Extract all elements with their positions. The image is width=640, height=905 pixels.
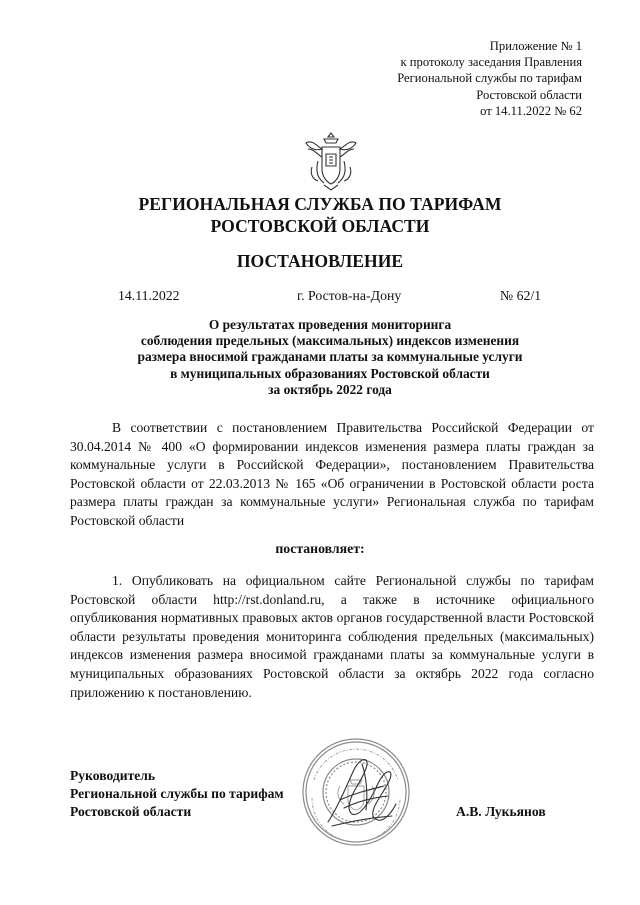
subject-line: в муниципальных образованиях Ростовской области <box>170 365 490 381</box>
subject-line: за октябрь 2022 года <box>268 381 392 397</box>
appendix-line: от 14.11.2022 № 62 <box>480 103 582 118</box>
signer-title-line: Региональной службы по тарифам <box>70 786 284 801</box>
document-subject <box>70 317 590 398</box>
handwritten-signature-icon <box>322 752 402 834</box>
org-title-line: РЕГИОНАЛЬНАЯ СЛУЖБА ПО ТАРИФАМ <box>138 194 502 214</box>
document-date: 14.11.2022 <box>118 288 180 303</box>
subject-line: соблюдения предельных (максимальных) индексов изменения <box>140 333 520 349</box>
decree-word: постановляет: <box>275 541 365 556</box>
signer-name: А.В. Лукьянов <box>456 804 546 819</box>
document-type: ПОСТАНОВЛЕНИЕ <box>236 251 404 271</box>
appendix-line: Приложение № 1 <box>489 39 582 53</box>
document-city: г. Ростов-на-Дону <box>297 288 402 303</box>
document-number: № 62/1 <box>500 288 542 303</box>
preamble-paragraph: В соответствии с постановлением Правительства Российской Федерации от 30.04.2014 № 400 «О формировании индексов изменения размера платы граждан за коммунальные услуги в Российской Федерации», постановлением Правительства Ростовской области от 22.03.2013 № 165 «Об ограничении в Ростовской области роста размера платы граждан за коммунальные услуги» Региональная служба по тарифам Ростовской области <box>70 420 594 528</box>
coat-of-arms-icon <box>300 127 362 193</box>
org-title-line: РОСТОВСКОЙ ОБЛАСТИ <box>210 216 430 236</box>
signer-title-line: Ростовской области <box>70 804 192 819</box>
subject-line: О результатах проведения мониторинга <box>208 317 452 332</box>
subject-line: размера вносимой гражданами платы за коммунальные услуги <box>137 349 523 365</box>
signer-title <box>70 767 284 821</box>
signer-title-line: Руководитель <box>70 768 156 783</box>
appendix-line: к протоколу заседания Правления <box>400 55 582 70</box>
organization-title <box>0 193 640 237</box>
appendix-note <box>397 38 582 119</box>
appendix-line: Ростовской области <box>476 87 582 102</box>
decree-item-1: 1. Опубликовать на официальном сайте Региональной службы по тарифам Ростовской области http://rst.donland.ru, а также в источнике официального опубликования нормативных правовых актов органов государственной власти Ростовской области результаты проведения мониторинга соблюдения предельных (максимальных) индексов изменения размера вносимой гражданами платы за коммунальные услуги в муниципальных образованиях Ростовской области за октябрь 2022 года согласно приложению к постановлению. <box>70 573 594 700</box>
appendix-line: Региональной службы по тарифам <box>397 71 582 86</box>
